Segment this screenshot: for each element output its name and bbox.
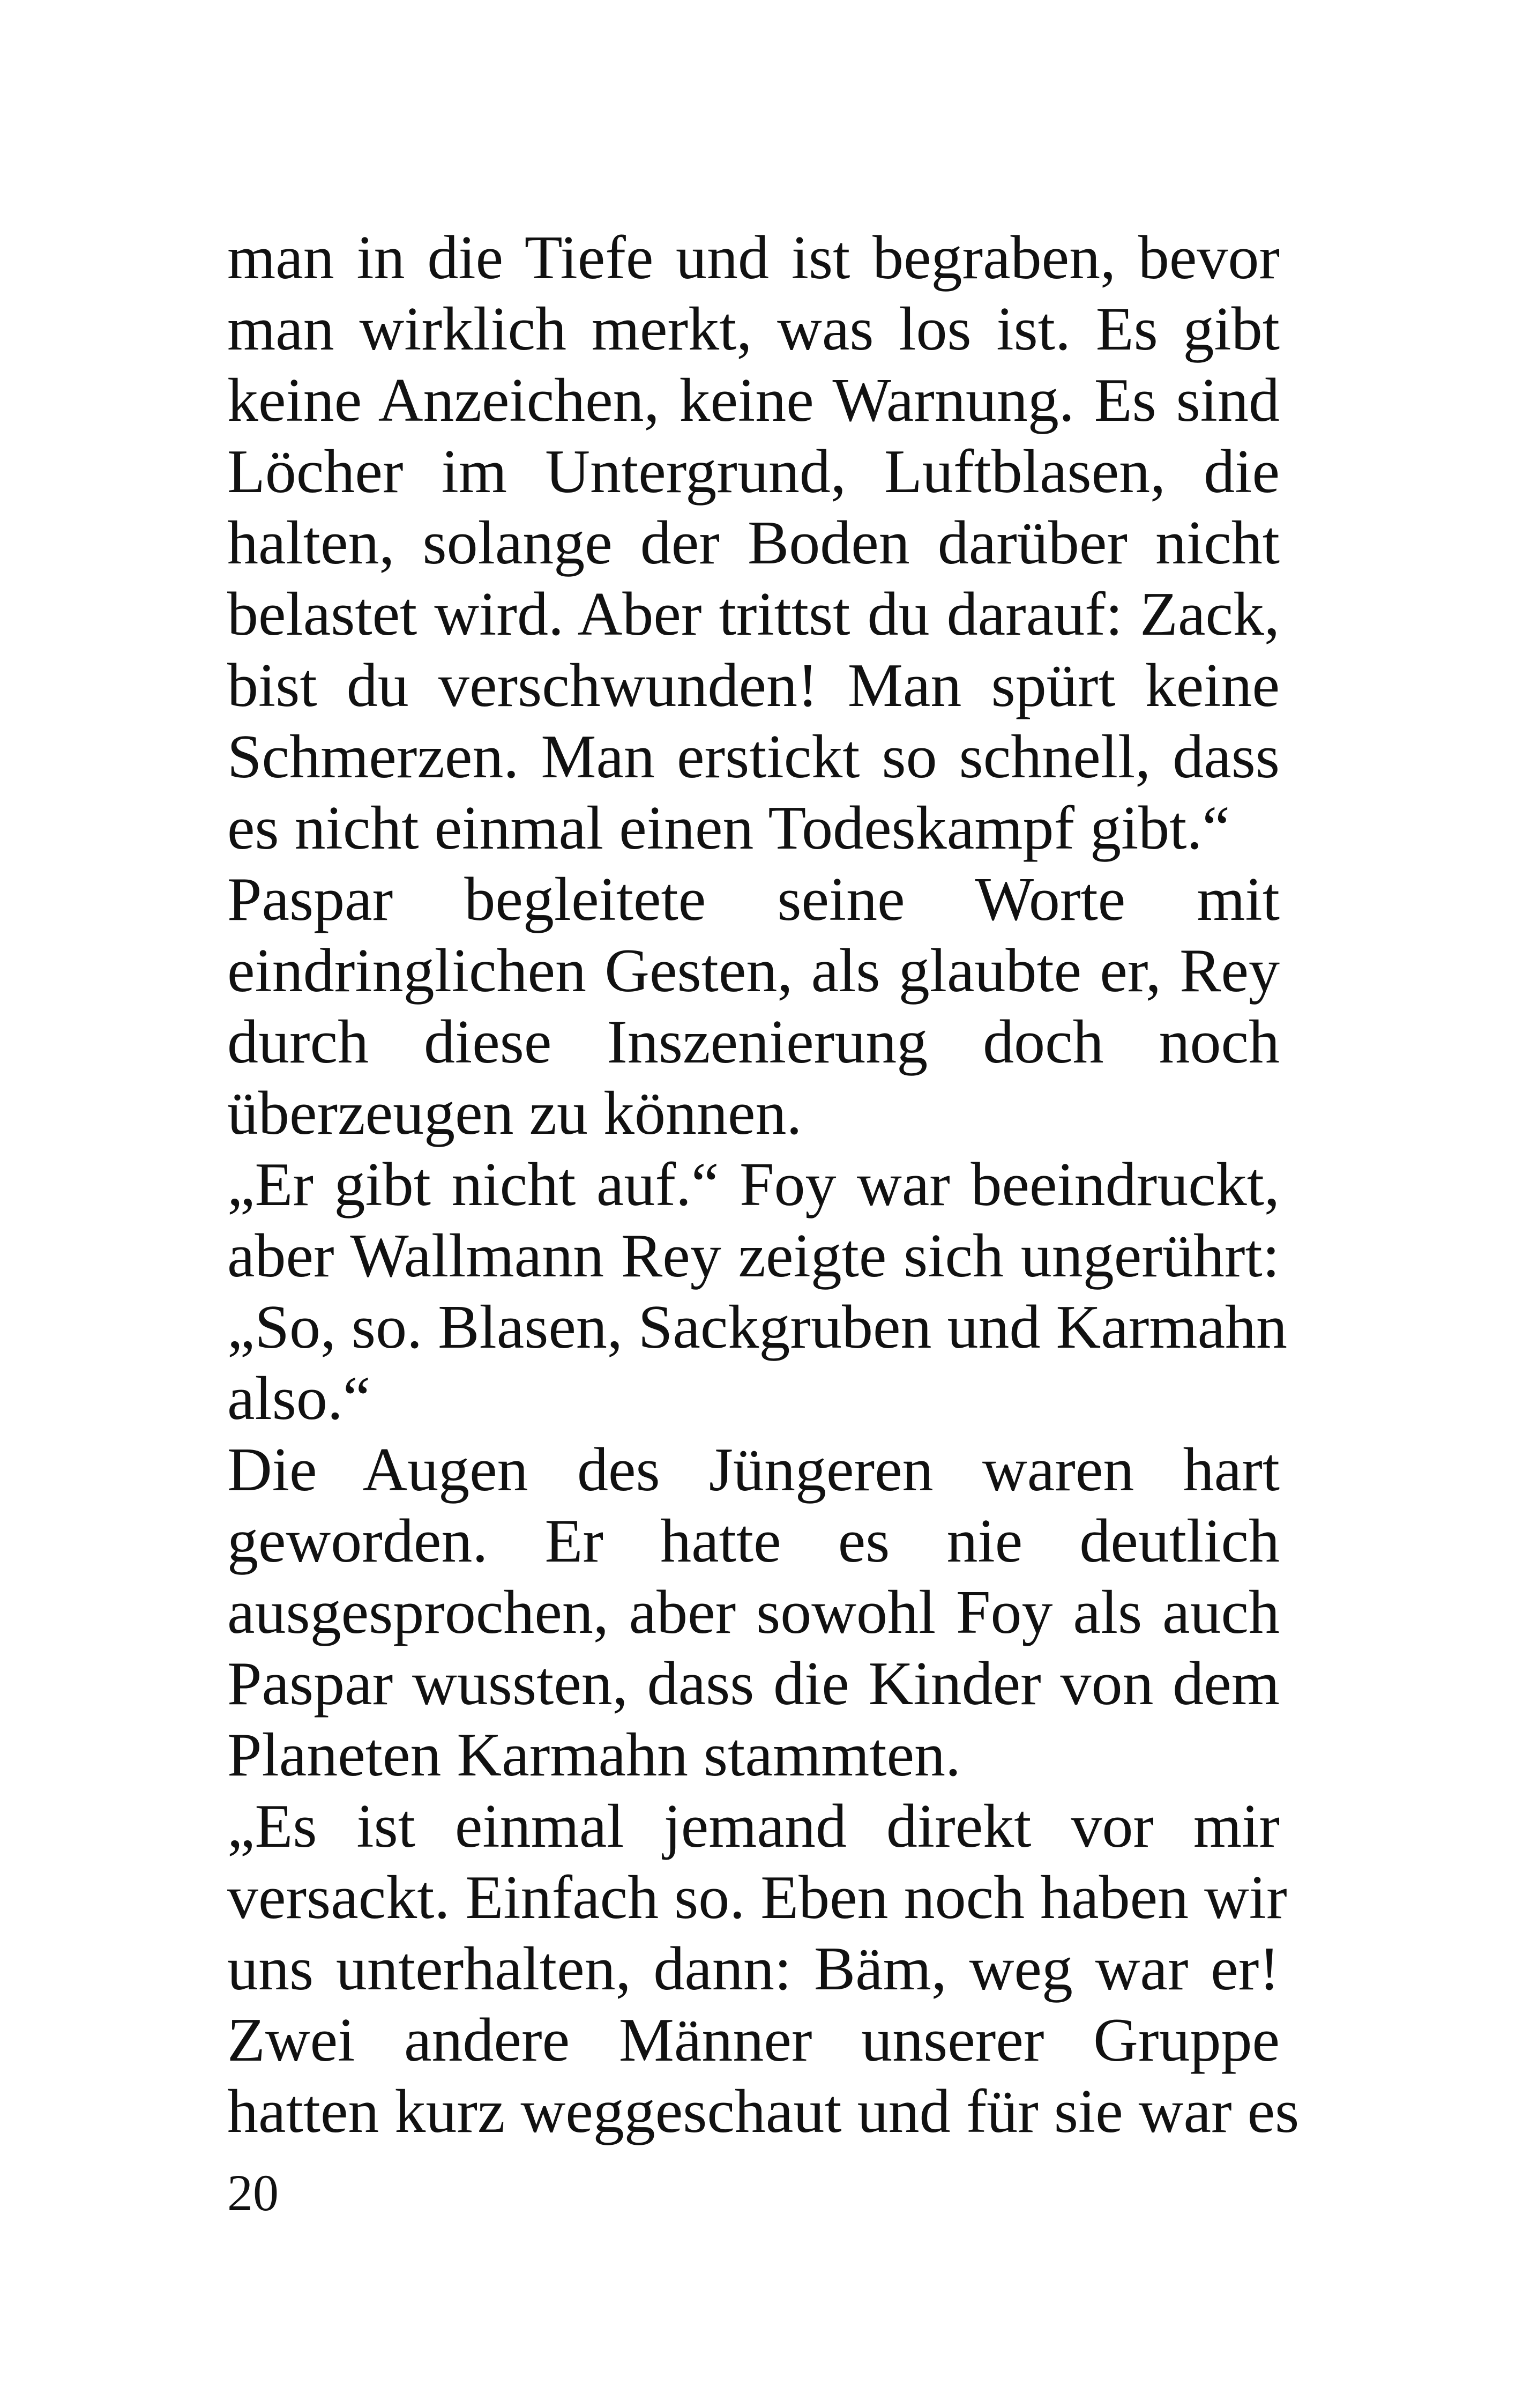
text-line: durch diese Inszenierung doch noch (227, 1008, 1280, 1076)
body-text (227, 222, 1300, 2147)
text-line: es nicht einmal einen Todeskampf gibt.“ (227, 794, 1230, 863)
text-line: uns unterhalten, dann: Bäm, weg war er! (227, 1935, 1280, 2003)
text-line: man wirklich merkt, was los ist. Es gibt (227, 295, 1280, 363)
text-line: also.“ (227, 1364, 371, 1433)
text-line: man in die Tiefe und ist begraben, bevor (227, 224, 1280, 292)
page-number: 20 (227, 2164, 279, 2221)
text-line: Zwei andere Männer unserer Gruppe (227, 2006, 1280, 2075)
text-line: Paspar wussten, dass die Kinder von dem (227, 1649, 1280, 1718)
text-line: „Es ist einmal jemand direkt vor mir (227, 1792, 1280, 1861)
text-line: keine Anzeichen, keine Warnung. Es sind (227, 366, 1280, 435)
text-line: Die Augen des Jüngeren waren hart (227, 1436, 1280, 1504)
text-line: ausgesprochen, aber sowohl Foy als auch (227, 1578, 1280, 1647)
text-line: „Er gibt nicht auf.“ Foy war beeindruckt, (227, 1150, 1280, 1219)
text-line: eindringlichen Gesten, als glaubte er, Rey (227, 937, 1280, 1005)
text-line: „So, so. Blasen, Sackgruben und Karmahn (227, 1293, 1288, 1362)
text-line: bist du verschwunden! Man spürt keine (227, 651, 1280, 720)
text-line: geworden. Er hatte es nie deutlich (227, 1507, 1280, 1575)
text-line: aber Wallmann Rey zeigte sich ungerührt: (227, 1222, 1280, 1290)
text-line: Löcher im Untergrund, Luftblasen, die (227, 437, 1280, 506)
text-line: belastet wird. Aber trittst du darauf: Zack, (227, 580, 1280, 649)
text-line: halten, solange der Boden darüber nicht (227, 509, 1280, 577)
text-line: Planeten Karmahn stammten. (227, 1721, 961, 1789)
text-line: überzeugen zu können. (227, 1079, 802, 1148)
text-line: Paspar begleitete seine Worte mit (227, 865, 1280, 934)
text-line: Schmerzen. Man erstickt so schnell, dass (227, 723, 1280, 791)
text-line: hatten kurz weggeschaut und für sie war es (227, 2077, 1300, 2146)
text-line: versackt. Einfach so. Eben noch haben wir (227, 1863, 1287, 1932)
